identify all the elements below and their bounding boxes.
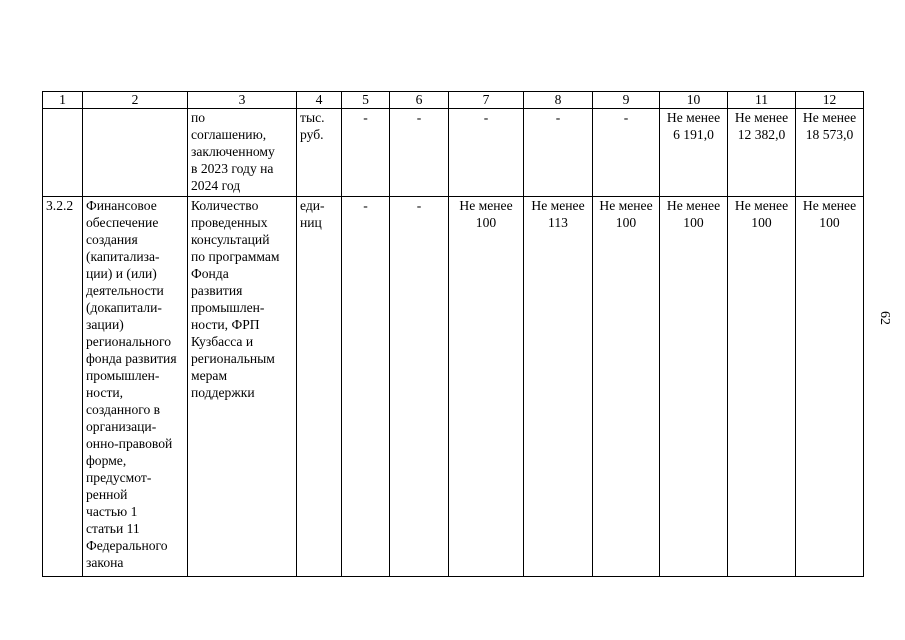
activity-name-cell	[83, 109, 188, 197]
value-cell: -	[342, 109, 390, 197]
value-cell: Не менее 6 191,0	[660, 109, 728, 197]
column-number: 4	[297, 92, 342, 109]
unit-cell: еди- ниц	[297, 197, 342, 577]
value-cell: Не менее 12 382,0	[728, 109, 796, 197]
page-number: 62	[877, 311, 892, 325]
column-number: 10	[660, 92, 728, 109]
column-number: 3	[188, 92, 297, 109]
indicators-table	[42, 91, 864, 577]
column-number: 1	[43, 92, 83, 109]
value-cell: Не менее 100	[728, 197, 796, 577]
value-cell: -	[524, 109, 593, 197]
column-number: 12	[796, 92, 864, 109]
activity-name-cell: Финансовое обеспечение создания (капитализа- ции) и (или) деятельности (докапитали- зации) регионального фонда развития промышлен- ности, созданного в организаци- онно-правовой форме, предусмот- ренной частью 1 статьи 11 Федерального закона	[83, 197, 188, 577]
value-cell: Не менее 113	[524, 197, 593, 577]
unit-cell: тыс. руб.	[297, 109, 342, 197]
value-cell: Не менее 100	[593, 197, 660, 577]
indicator-name-cell: по соглашению, заключенному в 2023 году на 2024 год	[188, 109, 297, 197]
value-cell: Не менее 18 573,0	[796, 109, 864, 197]
column-number: 9	[593, 92, 660, 109]
indicator-name-cell: Количество проведенных консультаций по программам Фонда развития промышлен- ности, ФРП Кузбасса и региональным мерам поддержки	[188, 197, 297, 577]
value-cell: -	[449, 109, 524, 197]
column-number: 5	[342, 92, 390, 109]
column-number: 8	[524, 92, 593, 109]
column-number: 11	[728, 92, 796, 109]
value-cell: -	[593, 109, 660, 197]
column-number: 7	[449, 92, 524, 109]
header-row	[43, 92, 864, 109]
item-number-cell: 3.2.2	[43, 197, 83, 577]
value-cell: -	[342, 197, 390, 577]
value-cell: Не менее 100	[796, 197, 864, 577]
table-row	[43, 109, 864, 197]
value-cell: -	[390, 197, 449, 577]
value-cell: Не менее 100	[660, 197, 728, 577]
item-number-cell	[43, 109, 83, 197]
value-cell: -	[390, 109, 449, 197]
column-number: 6	[390, 92, 449, 109]
value-cell: Не менее 100	[449, 197, 524, 577]
table-row	[43, 197, 864, 577]
column-number: 2	[83, 92, 188, 109]
